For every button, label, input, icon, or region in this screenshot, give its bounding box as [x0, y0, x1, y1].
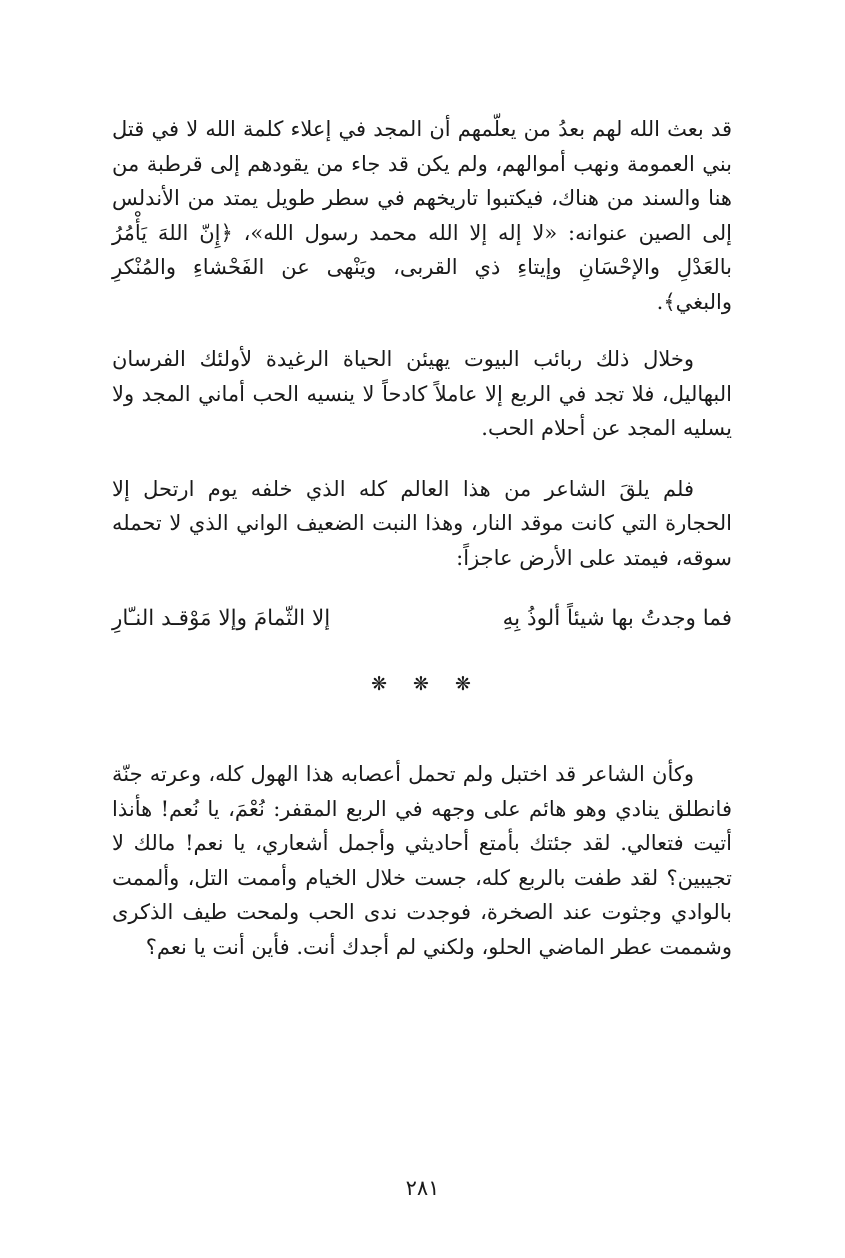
page-body [112, 112, 732, 964]
section-separator [112, 667, 732, 702]
separator-star-icon: ❋ [371, 672, 389, 695]
paragraph-4: وكأن الشاعر قد اختبل ولم تحمل أعصابه هذا الهول كله، وعرته جنّة فانطلق ينادي وهو هائم على وجهه في الربع المقفر: نُعْمَ، يا نُعم! هأنذا أتيت فتعالي. لقد جئتك بأمتع أحاديثي وأجمل أشعاري، يا نعم! مالك لا تجيبين؟ لقد طفت بالربع كله، جست خلال الخيام وأممت التل، وألممت بالوادي وجثوت عند الصخرة، فوجدت ندى الحب ولمحت طيف الذكرى وشممت عطر الماضي الحلو، ولكني لم أجدك أنت. فأين أنت يا نعم؟ [112, 762, 732, 959]
paragraph-2: وخلال ذلك ربائب البيوت يهيئن الحياة الرغيدة لأولئك الفرسان البهاليل، فلا تجد في الربع إلا عاملاً كادحاً لا ينسيه الحب أماني المجد ولا يسليه المجد عن أحلام الحب. [112, 347, 732, 440]
verse-second-hemistich: إلا الثّمامَ وإلا مَوْقـد النـّارِ [112, 606, 331, 631]
separator-star-icon: ❋ [455, 672, 473, 695]
poetry-verse [112, 602, 732, 637]
paragraph-1: قد بعث الله لهم بعدُ من يعلّمهم أن المجد في إعلاء كلمة الله لا في قتل بني العمومة ونهب أموالهم، ولم يكن قد جاء من يقودهم إلى قرطبة من هنا والسند من هناك، فيكتبوا تاريخهم في سطر طويل يمتد من الأندلس إلى الصين عنوانه: «لا إله إلا الله محمد رسول الله»، ﴿إِنّ اللهَ يَأْمُرُ بالعَدْلِ والإحْسَانِ وإيتاءِ ذي القربى، ويَنْهى عن الفَحْشاءِ والمُنْكرِ والبغي﴾. [112, 117, 732, 314]
verse-first-hemistich: فما وجدتُ بها شيئاً ألوذُ بِهِ [502, 606, 732, 631]
page-number: ٢٨١ [405, 1176, 440, 1200]
paragraph-3: فلم يلقَ الشاعر من هذا العالم كله الذي خلفه يوم ارتحل إلا الحجارة التي كانت موقد النار، وهذا النبت الضعيف الواني الذي لا تحمله سوقه، فيمتد على الأرض عاجزاً: [112, 476, 732, 570]
separator-star-icon: ❋ [413, 672, 431, 695]
